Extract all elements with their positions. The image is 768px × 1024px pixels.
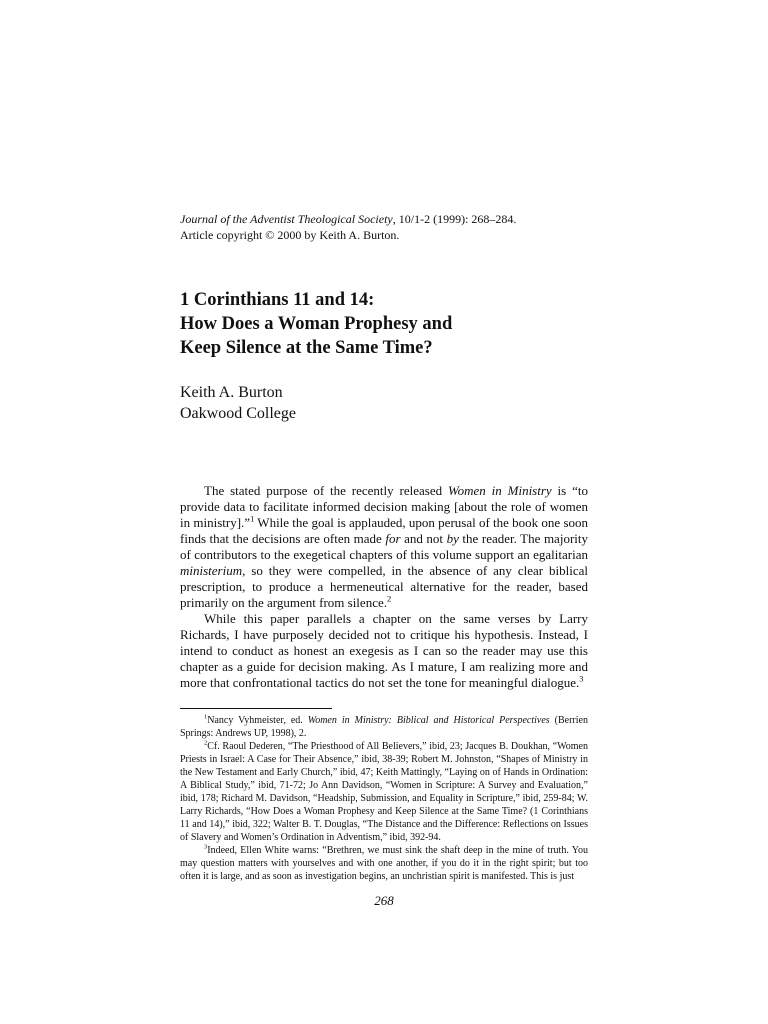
journal-name: Journal of the Adventist Theological Society <box>180 212 393 226</box>
page-number: 268 <box>374 893 394 908</box>
copyright-line: Article copyright © 2000 by Keith A. Burton. <box>180 228 400 242</box>
author-name: Keith A. Burton <box>180 384 283 401</box>
footnotes <box>180 714 588 883</box>
footnote-ref-1: 1 <box>250 513 255 524</box>
footnote-ref-2: 2 <box>386 593 392 604</box>
footnote-number: 2 <box>204 739 208 747</box>
text-run: (Berrien Springs: Andrews UP, 1998), 2. <box>180 715 588 739</box>
footnote-number: 3 <box>204 843 208 851</box>
text-run: is “to provide data to facilitate informed decision making [about the role of women in ministry].” <box>180 483 588 530</box>
emphasis: by <box>446 531 459 546</box>
author-affiliation: Oakwood College <box>180 405 296 422</box>
title-line-3: Keep Silence at the Same Time? <box>180 338 433 358</box>
title-line-2: How Does a Woman Prophesy and <box>180 314 453 334</box>
journal-issue: , 10/1-2 (1999): 268–284. <box>392 212 517 226</box>
text-run: While the goal is applauded, upon perusal of the book one soon finds that the decisions are often made <box>180 515 589 546</box>
text-run: Indeed, Ellen White warns: “Brethren, we must sink the shaft deep in the mine of truth. You may question matters with yourselves and with one another, if you do it in the right spirit; but too often it is large, and as soon as investigation begins, an unchristian spirit is manifested. This is just <box>180 845 588 882</box>
footnote-2 <box>180 740 588 844</box>
book-title: Women in Ministry <box>447 483 552 498</box>
emphasis: ministerium <box>180 563 243 578</box>
text-run: and not <box>400 531 447 546</box>
footnote-1 <box>180 714 588 740</box>
text-run: Nancy Vyhmeister, ed. <box>207 715 308 726</box>
paragraph-2 <box>180 611 588 691</box>
emphasis: for <box>385 531 401 546</box>
author-block <box>180 382 600 424</box>
text-run: The stated purpose of the recently released <box>204 483 448 498</box>
text-run: Cf. Raoul Dederen, “The Priesthood of All Believers,” ibid, 23; Jacques B. Doukhan, “Women Priests in Israel: A Case for Their Absence,” ibid, 38-39; Robert M. Johnston, “Shapes of Ministry in the New Testament and Early Church,” ibid, 47; Keith Mattingly, “Laying on of Hands in Ordination: A Biblical Study,” ibid, 71-72; Jo Ann Davidson, “Women in Scripture: A Survey and Evaluation,” ibid, 178; Richard M. Davidson, “Headship, Submission, and Equality in Scripture,” ibid, 259-84; W. Larry Richards, “How Does a Woman Prophesy and Keep Silence at the Same Time? (1 Corinthians 11 and 14),” ibid, 322; Walter B. T. Douglas, “The Distance and the Difference: Reflections on Issues of Slavery and Women’s Ordination in Adventism,” ibid, 392-94. <box>180 741 588 843</box>
footnote-divider <box>180 708 332 709</box>
body-text <box>180 483 588 691</box>
journal-header <box>180 211 600 243</box>
title-line-1: 1 Corinthians 11 and 14: <box>180 290 375 310</box>
book-title: Women in Ministry: Biblical and Historical Perspectives <box>307 715 550 726</box>
article-title <box>180 288 600 360</box>
footnote-number: 1 <box>204 713 208 721</box>
text-run: , so they were compelled, in the absence of any clear biblical prescription, to produce a hermeneutical alternative for the reader, based primarily on the argument from silence. <box>180 563 588 610</box>
journal-citation <box>180 211 600 227</box>
footnote-3 <box>180 844 588 883</box>
footnote-ref-3: 3 <box>579 673 584 684</box>
text-run: While this paper parallels a chapter on the same verses by Larry Richards, I have purposely decided not to critique his hypothesis. Instead, I intend to conduct as honest an exegesis as I can so the reader may use this chapter as a guide for decision making. As I mature, I am realizing more and more that confrontational tactics do not set the tone for meaningful dialogue. <box>180 611 588 690</box>
paragraph-1 <box>180 483 588 611</box>
text-run: the reader. The majority of contributors to the exegetical chapters of this volume support an egalitarian <box>180 531 588 562</box>
